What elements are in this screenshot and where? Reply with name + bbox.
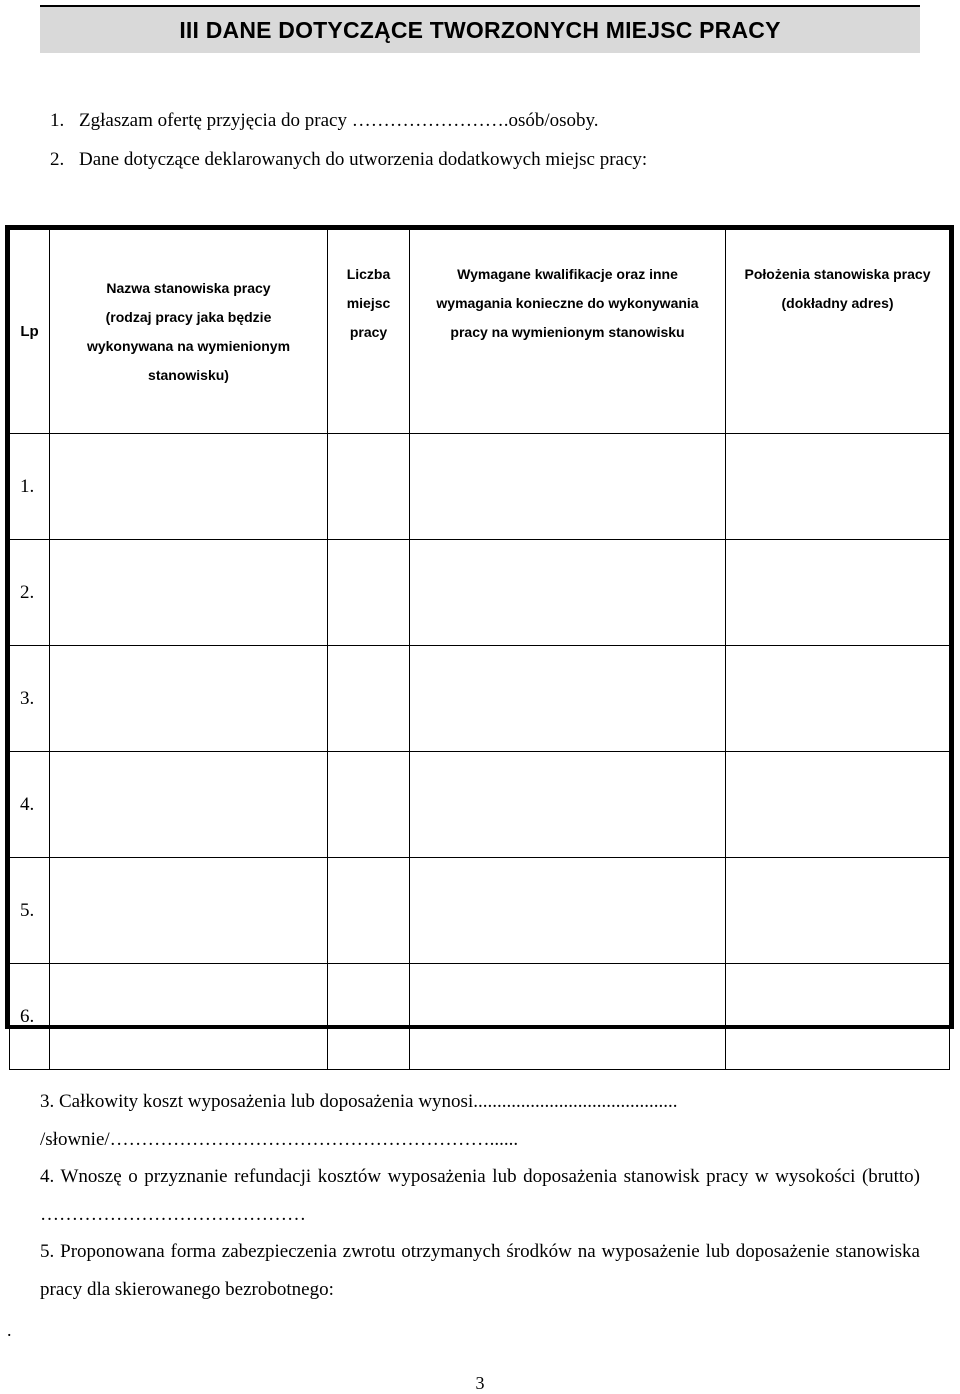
cell-location[interactable]	[726, 434, 950, 540]
header-location-line: Położenia stanowiska pracy	[744, 266, 931, 282]
page-number: 3	[475, 1373, 485, 1393]
cell-location[interactable]	[726, 540, 950, 646]
header-qualifications	[410, 230, 726, 434]
cell-location[interactable]	[726, 858, 950, 964]
section-title: III DANE DOTYCZĄCE TWORZONYCH MIEJSC PRACY	[40, 5, 920, 53]
header-qualifications-line: pracy na wymienionym stanowisku	[450, 324, 685, 340]
row-number: 4.	[10, 752, 50, 858]
item-2-number: 2.	[50, 149, 65, 170]
cell-location[interactable]	[726, 646, 950, 752]
header-count	[328, 230, 410, 434]
cell-job-name[interactable]	[50, 434, 328, 540]
jobs-table	[5, 225, 954, 1029]
cell-qualifications[interactable]	[410, 964, 726, 1070]
table-row	[10, 540, 950, 646]
cell-count[interactable]	[328, 434, 410, 540]
cell-count[interactable]	[328, 858, 410, 964]
cell-job-name[interactable]	[50, 858, 328, 964]
table-row	[10, 964, 950, 1070]
header-qualifications-line: Wymagane kwalifikacje oraz inne	[457, 266, 678, 282]
paragraph-security-form: 5. Proponowana forma zabezpieczenia zwrotu otrzymanych środków na wyposażenie lub doposażenie stanowiska pracy dla skierowanego bezrobotnego:	[40, 1241, 920, 1300]
cell-qualifications[interactable]	[410, 434, 726, 540]
header-job-name-line: (rodzaj pracy jaka będzie	[105, 308, 272, 325]
row-number: 2.	[10, 540, 50, 646]
cell-qualifications[interactable]	[410, 646, 726, 752]
item-1-number: 1.	[50, 110, 65, 131]
row-number: 6.	[10, 964, 50, 1070]
header-lp: Lp	[10, 230, 50, 434]
cell-count[interactable]	[328, 540, 410, 646]
cell-location[interactable]	[726, 752, 950, 858]
total-cost-words-line: /słownie/……………………………………………………......	[40, 1128, 519, 1150]
header-count-line: Liczba	[346, 266, 391, 282]
table-row	[10, 646, 950, 752]
header-job-name-line: Nazwa stanowiska pracy	[106, 279, 271, 296]
item-1-text: Zgłaszam ofertę przyjęcia do pracy …………………….osób/osoby.	[79, 110, 599, 131]
paragraph-refund-request: 4. Wnoszę o przyznanie refundacji kosztów wyposażenia lub doposażenia stanowisk pracy w wysokości (brutto) ……………………………………	[40, 1166, 920, 1225]
table-row	[10, 752, 950, 858]
cell-qualifications[interactable]	[410, 540, 726, 646]
cell-job-name[interactable]	[50, 646, 328, 752]
row-number: 5.	[10, 858, 50, 964]
paragraph-total-cost	[40, 1083, 920, 1158]
cell-job-name[interactable]	[50, 540, 328, 646]
cell-location[interactable]	[726, 964, 950, 1070]
cell-qualifications[interactable]	[410, 752, 726, 858]
header-location-line: (dokładny adres)	[781, 295, 894, 311]
cell-count[interactable]	[328, 752, 410, 858]
item-1	[50, 110, 599, 132]
total-cost-line: 3. Całkowity koszt wyposażenia lub doposażenia wynosi...........................................	[40, 1091, 678, 1112]
header-count-line: pracy	[349, 324, 388, 340]
table-row	[10, 858, 950, 964]
header-count-line: miejsc	[346, 295, 391, 311]
row-number: 1.	[10, 434, 50, 540]
header-job-name	[50, 230, 328, 434]
header-job-name-line: wykonywana na wymienionym	[86, 337, 291, 354]
item-2-text: Dane dotyczące deklarowanych do utworzenia dodatkowych miejsc pracy:	[79, 149, 648, 170]
cell-job-name[interactable]	[50, 752, 328, 858]
row-number: 3.	[10, 646, 50, 752]
header-location	[726, 230, 950, 434]
cell-count[interactable]	[328, 964, 410, 1070]
table-header-row	[10, 230, 950, 434]
header-job-name-line: stanowisku)	[148, 366, 229, 383]
header-qualifications-line: wymagania konieczne do wykonywania	[436, 295, 699, 311]
cell-qualifications[interactable]	[410, 858, 726, 964]
cell-count[interactable]	[328, 646, 410, 752]
item-2	[50, 149, 647, 171]
cell-job-name[interactable]	[50, 964, 328, 1070]
stray-dot: .	[7, 1320, 12, 1340]
table-row	[10, 434, 950, 540]
